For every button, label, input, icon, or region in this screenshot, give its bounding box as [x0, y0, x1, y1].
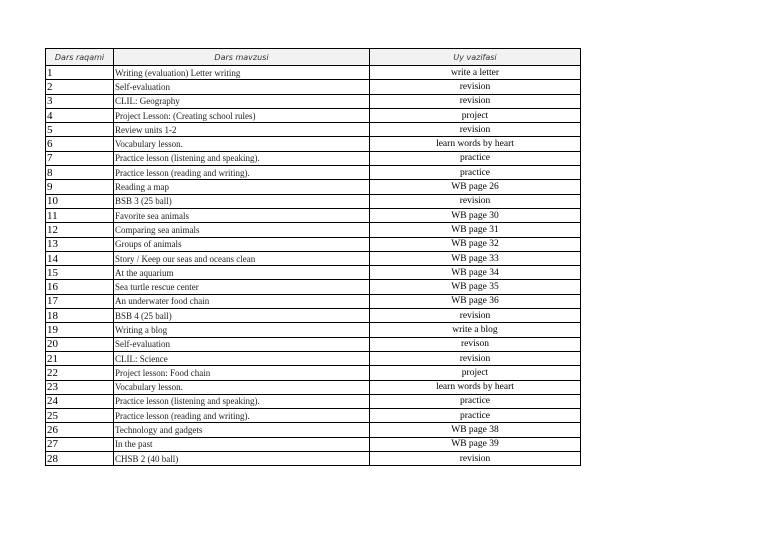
homework-cell: revision	[370, 80, 581, 94]
lesson-topic-cell: Vocabulary lesson.	[114, 380, 370, 394]
homework-cell: WB page 39	[370, 437, 581, 451]
homework-cell: write a letter	[370, 66, 581, 80]
lesson-topic-cell: Self-evaluation	[114, 80, 370, 94]
lesson-number-cell: 26	[46, 423, 114, 437]
lesson-number-cell: 25	[46, 409, 114, 423]
lesson-topic-cell: Groups of animals	[114, 237, 370, 251]
homework-cell: project	[370, 366, 581, 380]
lesson-topic-cell: Technology and gadgets	[114, 423, 370, 437]
table-row	[46, 94, 581, 108]
homework-cell: practice	[370, 151, 581, 165]
homework-cell: WB page 32	[370, 237, 581, 251]
homework-cell: revision	[370, 309, 581, 323]
homework-cell: write a blog	[370, 323, 581, 337]
lesson-number-cell: 14	[46, 251, 114, 265]
lesson-number-cell: 7	[46, 151, 114, 165]
table-row	[46, 266, 581, 280]
table-row	[46, 351, 581, 365]
lesson-topic-cell: Story / Keep our seas and oceans clean	[114, 251, 370, 265]
homework-cell: revision	[370, 351, 581, 365]
homework-cell: project	[370, 108, 581, 122]
lesson-number-cell: 22	[46, 366, 114, 380]
lesson-number-cell: 1	[46, 66, 114, 80]
lesson-topic-cell: Project Lesson: (Creating school rules)	[114, 108, 370, 122]
lesson-number-cell: 20	[46, 337, 114, 351]
table-row	[46, 323, 581, 337]
table-header	[46, 49, 581, 66]
lesson-number-cell: 17	[46, 294, 114, 308]
homework-cell: learn words by heart	[370, 137, 581, 151]
lesson-topic-cell: CHSB 2 (40 ball)	[114, 452, 370, 466]
lesson-number-cell: 16	[46, 280, 114, 294]
table-row	[46, 380, 581, 394]
table-row	[46, 237, 581, 251]
table-row	[46, 423, 581, 437]
lesson-topic-cell: Practice lesson (reading and writing).	[114, 166, 370, 180]
lesson-topic-cell: Favorite sea animals	[114, 208, 370, 222]
table-row	[46, 409, 581, 423]
lesson-topic-cell: At the aquarium	[114, 266, 370, 280]
homework-cell: WB page 26	[370, 180, 581, 194]
lesson-topic-cell: Comparing sea animals	[114, 223, 370, 237]
table-row	[46, 280, 581, 294]
lesson-number-cell: 18	[46, 309, 114, 323]
table-row	[46, 137, 581, 151]
lesson-topic-cell: In the past	[114, 437, 370, 451]
lesson-topic-cell: Writing a blog	[114, 323, 370, 337]
homework-cell: WB page 35	[370, 280, 581, 294]
lesson-topic-cell: Self-evaluation	[114, 337, 370, 351]
table-row	[46, 294, 581, 308]
table-row	[46, 309, 581, 323]
homework-cell: revision	[370, 452, 581, 466]
header-homework: Uy vazifasi	[370, 49, 581, 66]
lesson-number-cell: 24	[46, 394, 114, 408]
homework-cell: revision	[370, 94, 581, 108]
lesson-topic-cell: Reading a map	[114, 180, 370, 194]
lesson-topic-cell: BSB 4 (25 ball)	[114, 309, 370, 323]
lesson-number-cell: 5	[46, 123, 114, 137]
lesson-number-cell: 3	[46, 94, 114, 108]
lesson-topic-cell: An underwater food chain	[114, 294, 370, 308]
table-row	[46, 251, 581, 265]
lesson-topic-cell: CLIL: Geography	[114, 94, 370, 108]
lesson-number-cell: 23	[46, 380, 114, 394]
table-row	[46, 223, 581, 237]
header-row	[46, 49, 581, 66]
lesson-topic-cell: Review units 1-2	[114, 123, 370, 137]
lesson-topic-cell: BSB 3 (25 ball)	[114, 194, 370, 208]
lesson-topic-cell: Practice lesson (reading and writing).	[114, 409, 370, 423]
lesson-plan-table	[45, 48, 581, 466]
lesson-number-cell: 12	[46, 223, 114, 237]
homework-cell: WB page 34	[370, 266, 581, 280]
table-row	[46, 166, 581, 180]
lesson-number-cell: 11	[46, 208, 114, 222]
lesson-number-cell: 8	[46, 166, 114, 180]
lesson-topic-cell: Writing (evaluation) Letter writing	[114, 66, 370, 80]
lesson-number-cell: 28	[46, 452, 114, 466]
lesson-number-cell: 10	[46, 194, 114, 208]
table-row	[46, 80, 581, 94]
lesson-number-cell: 6	[46, 137, 114, 151]
table-row	[46, 123, 581, 137]
lesson-topic-cell: Practice lesson (listening and speaking).	[114, 394, 370, 408]
homework-cell: revison	[370, 337, 581, 351]
homework-cell: WB page 38	[370, 423, 581, 437]
table-row	[46, 108, 581, 122]
table-row	[46, 437, 581, 451]
homework-cell: learn words by heart	[370, 380, 581, 394]
header-lesson-number: Dars raqami	[46, 49, 114, 66]
homework-cell: WB page 31	[370, 223, 581, 237]
table-row	[46, 194, 581, 208]
lesson-number-cell: 15	[46, 266, 114, 280]
lesson-number-cell: 4	[46, 108, 114, 122]
table-body	[46, 66, 581, 466]
header-lesson-topic: Dars mavzusi	[114, 49, 370, 66]
lesson-number-cell: 21	[46, 351, 114, 365]
table-row	[46, 66, 581, 80]
lesson-topic-cell: CLIL: Science	[114, 351, 370, 365]
homework-cell: WB page 30	[370, 208, 581, 222]
homework-cell: practice	[370, 394, 581, 408]
table-row	[46, 208, 581, 222]
lesson-number-cell: 19	[46, 323, 114, 337]
table-row	[46, 151, 581, 165]
lesson-topic-cell: Vocabulary lesson.	[114, 137, 370, 151]
homework-cell: WB page 36	[370, 294, 581, 308]
homework-cell: revision	[370, 123, 581, 137]
lesson-topic-cell: Project lesson: Food chain	[114, 366, 370, 380]
lesson-number-cell: 9	[46, 180, 114, 194]
homework-cell: practice	[370, 409, 581, 423]
table-row	[46, 452, 581, 466]
table-row	[46, 337, 581, 351]
homework-cell: WB page 33	[370, 251, 581, 265]
lesson-topic-cell: Practice lesson (listening and speaking).	[114, 151, 370, 165]
table-row	[46, 394, 581, 408]
lesson-number-cell: 2	[46, 80, 114, 94]
lesson-number-cell: 27	[46, 437, 114, 451]
lesson-topic-cell: Sea turtle rescue center	[114, 280, 370, 294]
table-row	[46, 180, 581, 194]
table-row	[46, 366, 581, 380]
homework-cell: revision	[370, 194, 581, 208]
homework-cell: practice	[370, 166, 581, 180]
lesson-number-cell: 13	[46, 237, 114, 251]
